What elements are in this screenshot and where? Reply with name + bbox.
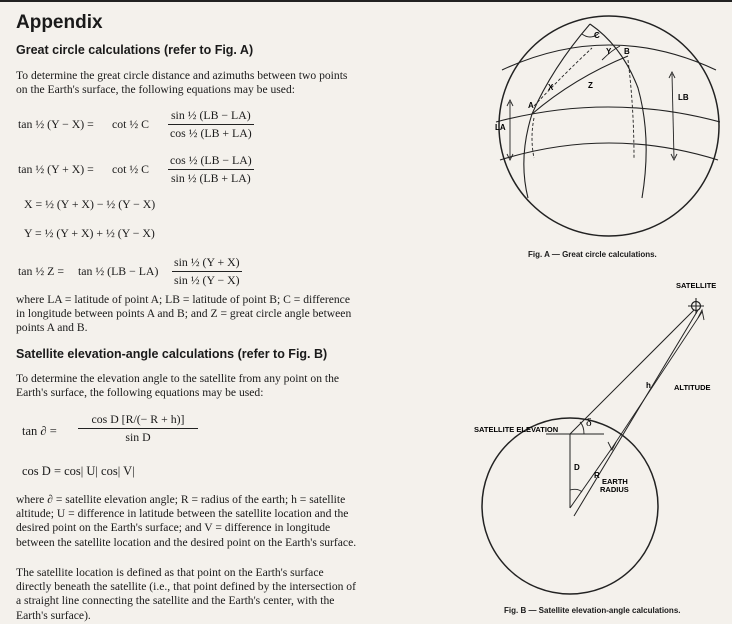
fig-a-meridian-left <box>524 24 590 198</box>
great-circle-where: where LA = latitude of point A; LB = latitude of point B; C = difference in longitude between points A and B; and Z = great circle angle between points A and B. <box>16 293 352 335</box>
fig-a-lat-b-arrow <box>672 74 674 158</box>
figure-a-caption: Fig. A — Great circle calculations. <box>528 250 657 259</box>
eq2-fraction <box>168 153 254 186</box>
eq3: X = ½ (Y + X) − ½ (Y − X) <box>24 197 156 211</box>
fig-b-label-satellite: SATELLITE <box>676 281 717 290</box>
eq1-cot: cot ½ C <box>112 117 150 131</box>
eq4: Y = ½ (Y + X) + ½ (Y − X) <box>24 226 155 240</box>
great-circle-intro: To determine the great circle distance and azimuths between two points on the Earth's surface, the following equations may be used: <box>16 69 348 97</box>
section-heading-satellite: Satellite elevation-angle calculations (refer to Fig. B) <box>16 347 328 361</box>
fig-a-label-c: C <box>594 31 600 40</box>
top-rule <box>0 0 732 2</box>
eq5-numerator: sin ½ (Y + X) <box>172 255 242 272</box>
sat-eq1-denominator: sin D <box>125 430 151 444</box>
fig-a-arc-x <box>534 48 592 106</box>
fig-a-label-z: Z <box>588 81 593 90</box>
eq5-denominator: sin ½ (Y − X) <box>174 273 240 287</box>
eq1-lhs: tan ½ (Y − X) = <box>18 117 94 131</box>
satellite-intro: To determine the elevation angle to the satellite from any point on the Earth's surface, the following equations may be used: <box>16 372 340 400</box>
figure-b-caption: Fig. B — Satellite elevation-angle calculations. <box>504 606 681 615</box>
fig-b-label-r: R <box>594 471 600 480</box>
eq2-numerator: cos ½ (LB − LA) <box>168 153 254 170</box>
eq2-lhs: tan ½ (Y + X) = <box>18 162 94 176</box>
sat-eq2: cos D = cos| U| cos| V| <box>22 464 135 478</box>
eq5-lhs: tan ½ Z = <box>18 264 64 278</box>
sat-eq1-numerator: cos D [R/(− R + h)] <box>78 412 198 429</box>
fig-a-meridian-right <box>590 24 646 198</box>
fig-a-label-lb: LB <box>678 93 689 102</box>
sat-eq1-fraction <box>78 412 198 445</box>
fig-b-label-elevation: SATELLITE ELEVATION <box>474 425 559 434</box>
eq1-numerator: sin ½ (LB − LA) <box>168 108 254 125</box>
fig-a-label-la: LA <box>495 123 506 132</box>
satellite-location-def: The satellite location is defined as that point on the Earth's surface directly beneath the satellite (i.e., that point defined by the intersection of a straight line connecting the satellite and the Earth's center, with the Earth's surface). <box>16 566 356 622</box>
fig-b-label-delta: δ <box>586 415 592 429</box>
eq2-denominator: sin ½ (LB + LA) <box>170 171 251 185</box>
eq1-denominator: cos ½ (LB + LA) <box>170 126 252 140</box>
page-title: Appendix <box>16 12 103 33</box>
section-heading-great-circle: Great circle calculations (refer to Fig. A) <box>16 43 254 57</box>
fig-b-label-radius: RADIUS <box>600 485 629 494</box>
fig-b-label-altitude: ALTITUDE <box>674 383 711 392</box>
figure-b-diagram <box>470 276 730 606</box>
fig-b-label-h: h <box>646 381 651 390</box>
fig-b-center-line <box>574 310 698 516</box>
eq5-tan: tan ½ (LB − LA) <box>78 264 159 278</box>
fig-a-label-b: B <box>624 47 630 56</box>
fig-a-label-x: X <box>548 83 554 92</box>
figure-a-diagram <box>494 8 720 246</box>
fig-b-altitude-line <box>612 312 702 448</box>
sat-eq1-lhs: tan ∂ = <box>22 424 57 438</box>
eq2-cot: cot ½ C <box>112 162 150 176</box>
eq5-fraction <box>172 255 242 288</box>
fig-a-dashed-a <box>532 118 534 158</box>
fig-b-label-earth: EARTH <box>602 477 628 486</box>
satellite-where: where ∂ = satellite elevation angle; R = radius of the earth; h = satellite altitude; U = difference in latitude between the satellite location and the desired point on the Earth's surface; and V = difference in longitude between the satellite location and the desired point on the Earth's surface. <box>16 493 357 549</box>
fig-a-label-y: Y <box>606 47 612 56</box>
fig-b-label-d: D <box>574 463 580 472</box>
fig-a-label-a: A <box>528 101 534 110</box>
eq1-fraction <box>168 108 254 141</box>
fig-b-center-angle <box>570 489 582 492</box>
